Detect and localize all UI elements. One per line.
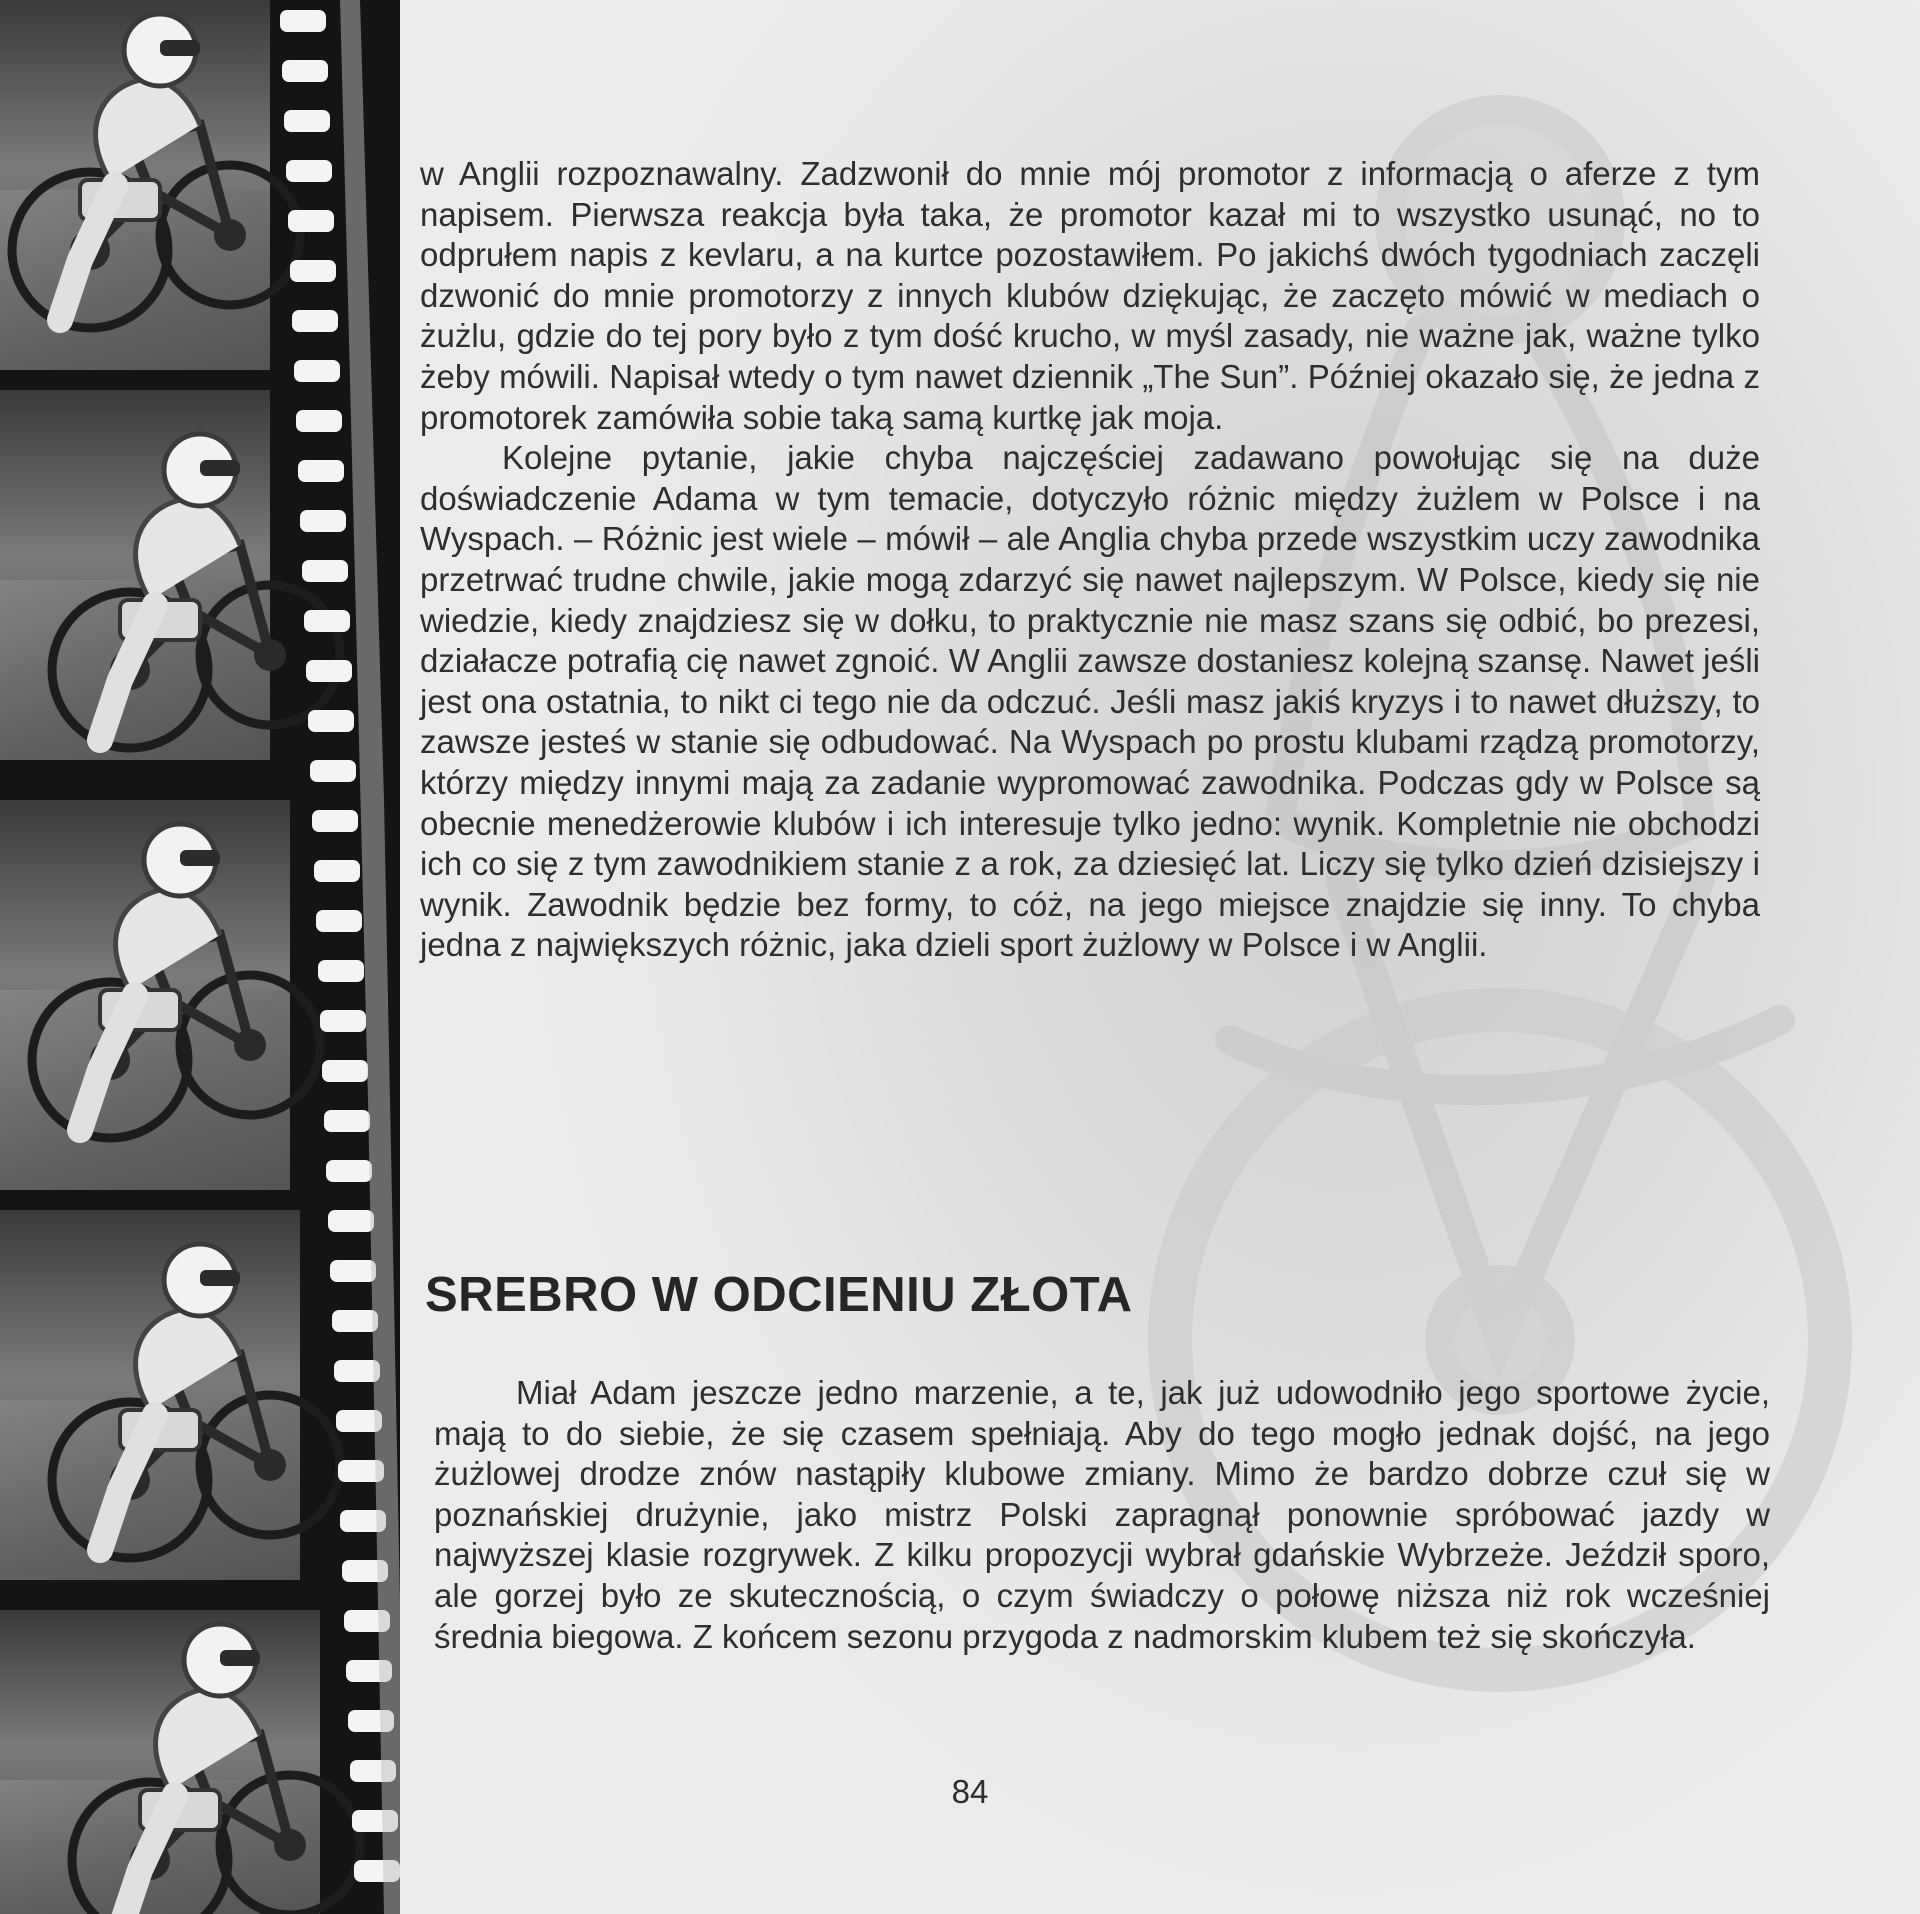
body-text-top xyxy=(420,154,1760,966)
section-heading: SREBRO W ODCIENIU ZŁOTA xyxy=(425,1268,1133,1322)
paragraph-1: w Anglii rozpoznawalny. Zadzwonił do mnie mój promotor z informacją o aferze z tym napisem. Pierwsza reakcja była taka, że promotor kazał mi to wszystko usunąć, no to odprułem napis z kevlaru, a na kurtce pozostawiłem. Po jakichś dwóch tygodniach zaczęli dzwonić do mnie promotorzy z innych klubów dziękując, że zaczęto mówić w mediach o żużlu, gdzie do tej pory było z tym dość krucho, w myśl zasady, nie ważne jak, ważne tylko żeby mówili. Napisał wtedy o tym nawet dziennik „The Sun”. Później okazało się, że jedna z promotorek zamówiła sobie taką samą kurtkę jak moja. xyxy=(420,155,1760,436)
film-strip-image xyxy=(0,0,400,1914)
page-number: 84 xyxy=(951,1773,989,1810)
paragraph-2: Kolejne pytanie, jakie chyba najczęściej zadawano powołując się na duże doświadczenie Adama w tym temacie, dotyczyło różnic między żużlem w Polsce i na Wyspach. – Różnic jest wiele – mówił – ale Anglia chyba przede wszystkim uczy zawodnika przetrwać trudne chwile, jakie mogą zdarzyć się nawet najlepszym. W Polsce, kiedy się nie wiedzie, kiedy znajdziesz się w dołku, to praktycznie nie masz szans się odbić, bo prezesi, działacze potrafią cię nawet zgnoić. W Anglii zawsze dostaniesz kolejną szansę. Nawet jeśli jest ona ostatnia, to nikt ci tego nie da odczuć. Jeśli masz jakiś kryzys i to nawet dłuższy, to zawsze jesteś w stanie się odbudować. Na Wyspach po prostu klubami rządzą promotorzy, którzy między innymi mają za zadanie wypromować zawodnika. Podczas gdy w Polsce są obecnie menedżerowie klubów i ich interesuje tylko jedno: wynik. Kompletnie nie obchodzi ich co się z tym zawodnikiem stanie z a rok, za dziesięć lat. Liczy się tylko dzień dzisiejszy i wynik. Zawodnik będzie bez formy, to cóż, na jego miejsce znajdzie się inny. To chyba jedna z największych różnic, jaka dzieli sport żużlowy w Polsce i w Anglii. xyxy=(420,439,1760,964)
film-frame xyxy=(0,0,300,370)
paragraph-3: Miał Adam jeszcze jedno marzenie, a te, jak już udowodniło jego sportowe życie, mają to do siebie, że się czasem spełniają. Aby do tego mogło jednak dojść, na jego żużlowej drodze znów nastąpiły klubowe zmiany. Mimo że bardzo dobrze czuł się w poznańskiej drużynie, jako mistrz Polski zapragnął ponownie spróbować jazdy w najwyższej klasie rozgrywek. Z kilku propozycji wybrał gdańskie Wybrzeże. Jeździł sporo, ale gorzej było ze skutecznością, o czym świadczy o połowę niższa niż rok wcześniej średnia biegowa. Z końcem sezonu przygoda z nadmorskim klubem też się skończyła. xyxy=(434,1374,1770,1655)
body-text-bottom xyxy=(434,1373,1770,1657)
